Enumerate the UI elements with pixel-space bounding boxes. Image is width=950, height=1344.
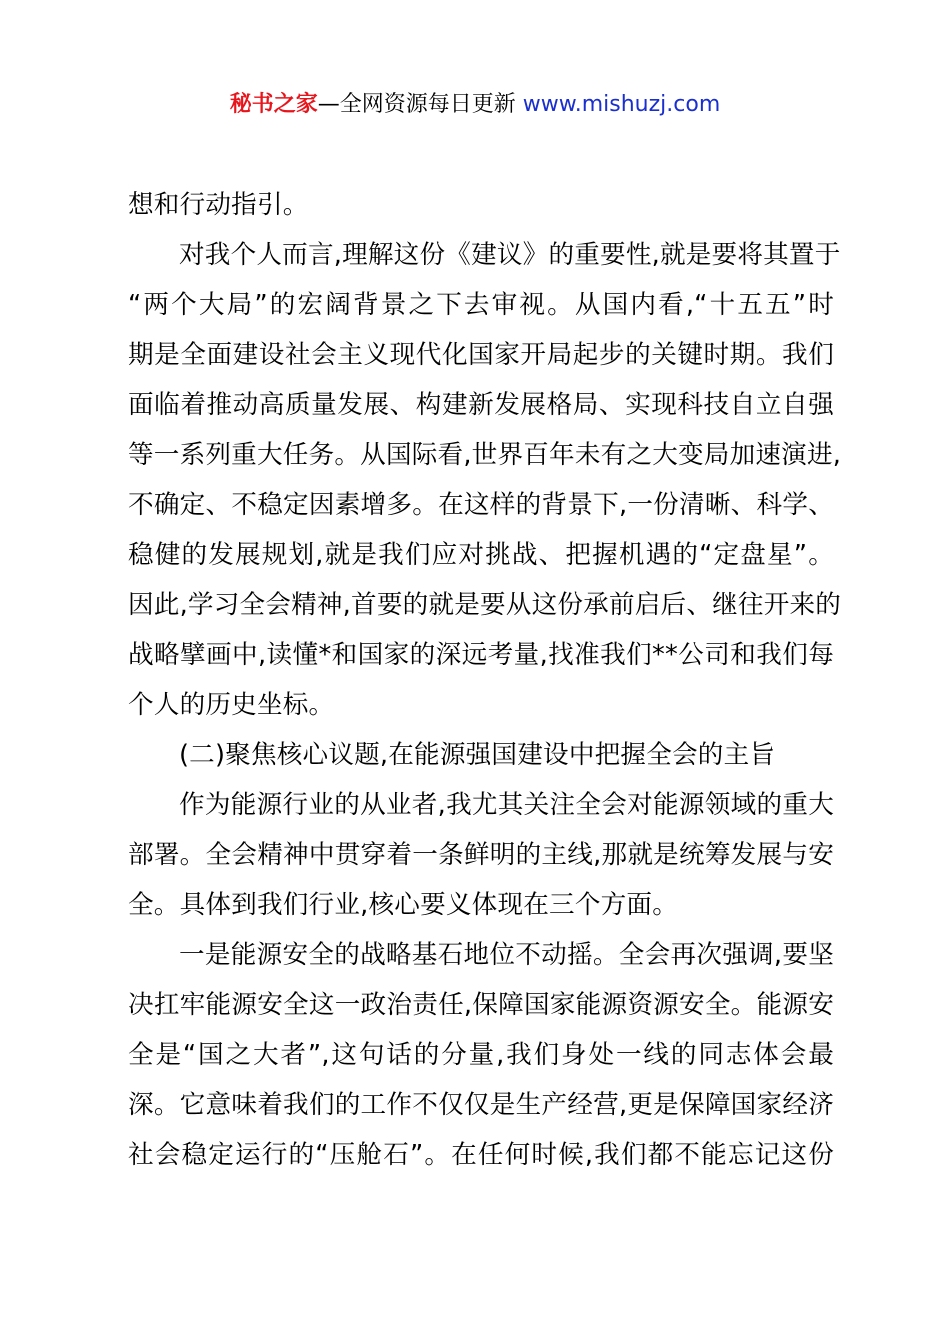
text-line: 等一系列重大任务。从国际看,世界百年未有之大变局加速演进,: [128, 440, 842, 470]
text-line: 期是全面建设社会主义现代化国家开局起步的关键时期。我们: [128, 340, 834, 370]
text-line: “两个大局”的宏阔背景之下去审视。从国内看,“十五五”时: [128, 290, 834, 320]
section-heading: (二)聚焦核心议题,在能源强国建设中把握全会的主旨: [179, 740, 776, 770]
text-line: 稳健的发展规划,就是我们应对挑战、把握机遇的“定盘星”。: [128, 540, 834, 570]
brand-name: 秘书之家: [229, 92, 318, 117]
text-line: 全。具体到我们行业,核心要义体现在三个方面。: [128, 890, 679, 920]
text-line: 全是“国之大者”,这句话的分量,我们身处一线的同志体会最: [128, 1040, 834, 1070]
text-line: 社会稳定运行的“压舱石”。在任何时候,我们都不能忘记这份: [128, 1140, 834, 1170]
text-line: 个人的历史坐标。: [128, 690, 335, 720]
text-line: 深。它意味着我们的工作不仅仅是生产经营,更是保障国家经济: [128, 1090, 834, 1120]
text-line: 战略擘画中,读懂*和国家的深远考量,找准我们**公司和我们每: [128, 640, 834, 670]
text-line: 想和行动指引。: [128, 190, 309, 220]
website-link[interactable]: www.mishuzj.com: [522, 92, 721, 117]
text-line: 对我个人而言,理解这份《建议》的重要性,就是要将其置于: [179, 240, 841, 270]
text-line: 因此,学习全会精神,首要的就是要从这份承前启后、继往开来的: [128, 590, 842, 620]
header-tagline: —全网资源每日更新: [317, 92, 516, 117]
text-line: 一是能源安全的战略基石地位不动摇。全会再次强调,要坚: [179, 940, 834, 970]
text-line: 部署。全会精神中贯穿着一条鲜明的主线,那就是统筹发展与安: [128, 840, 834, 870]
text-line: 决扛牢能源安全这一政治责任,保障国家能源资源安全。能源安: [128, 990, 834, 1020]
text-line: 面临着推动高质量发展、构建新发展格局、实现科技自立自强: [128, 390, 834, 420]
text-line: 不确定、不稳定因素增多。在这样的背景下,一份清晰、科学、: [128, 490, 834, 520]
page-header: [0, 88, 950, 122]
document-body: [128, 180, 842, 1180]
text-line: 作为能源行业的从业者,我尤其关注全会对能源领域的重大: [179, 790, 834, 820]
